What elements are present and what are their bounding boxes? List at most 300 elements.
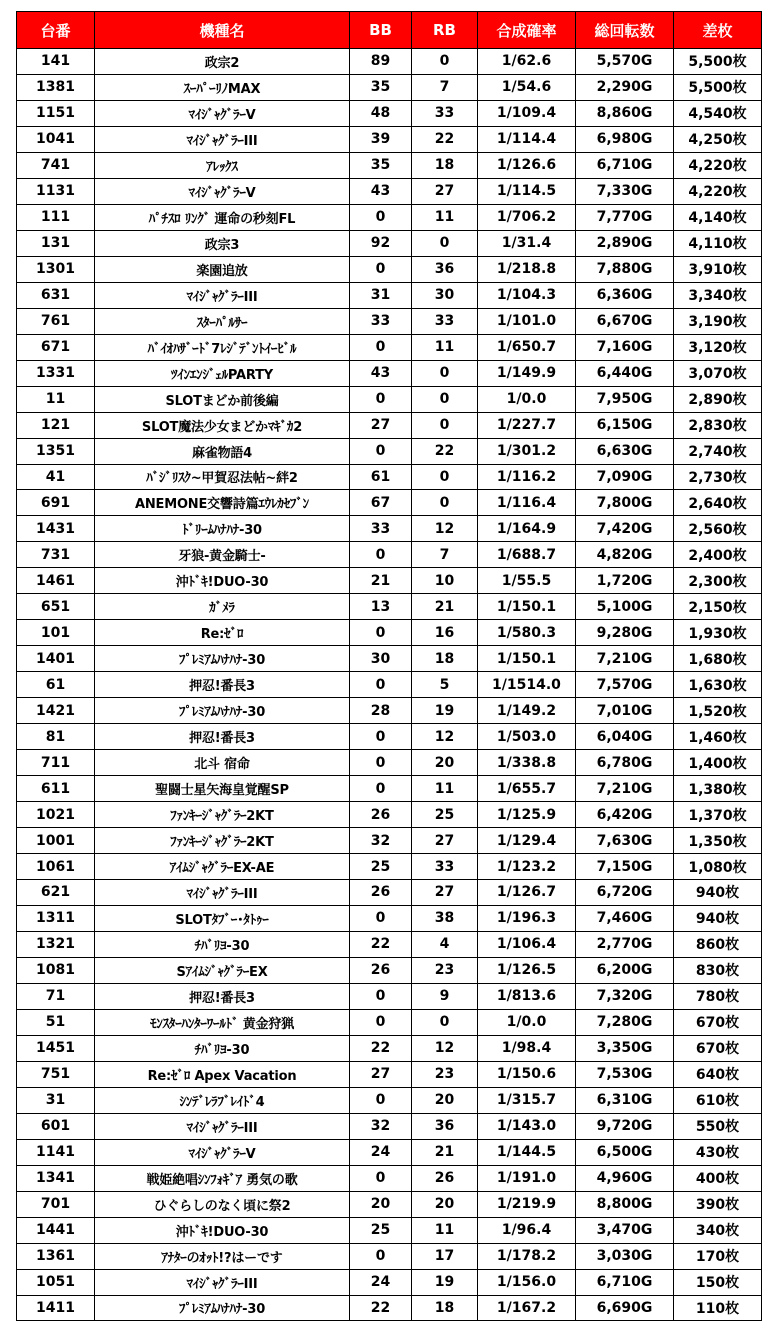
coin-difference-cell: 1,630枚	[674, 672, 762, 698]
probability-cell: 1/143.0	[478, 1113, 576, 1139]
bb-cell: 43	[350, 360, 412, 386]
machine-name-cell: ﾌｧﾝｷｰｼﾞｬｸﾞﾗｰ2KT	[95, 802, 350, 828]
coin-difference-cell: 4,250枚	[674, 126, 762, 152]
coin-difference-cell: 780枚	[674, 983, 762, 1009]
bb-cell: 22	[350, 931, 412, 957]
bb-cell: 33	[350, 516, 412, 542]
probability-cell: 1/104.3	[478, 282, 576, 308]
bb-cell: 0	[350, 1243, 412, 1269]
probability-cell: 1/688.7	[478, 542, 576, 568]
coin-difference-cell: 4,140枚	[674, 204, 762, 230]
rb-cell: 23	[412, 957, 478, 983]
table-row	[17, 360, 762, 386]
bb-cell: 43	[350, 178, 412, 204]
bb-cell: 48	[350, 100, 412, 126]
coin-difference-cell: 1,350枚	[674, 828, 762, 854]
total-spins-cell: 5,570G	[576, 49, 674, 75]
machine-name-cell: 政宗3	[95, 230, 350, 256]
machine-number-cell: 1431	[17, 516, 95, 542]
coin-difference-cell: 670枚	[674, 1035, 762, 1061]
table-row	[17, 204, 762, 230]
total-spins-cell: 7,530G	[576, 1061, 674, 1087]
col-header-rb: RB	[412, 12, 478, 49]
probability-cell: 1/1514.0	[478, 672, 576, 698]
machine-name-cell: ﾂｲﾝｴﾝｼﾞｪﾙPARTY	[95, 360, 350, 386]
probability-cell: 1/129.4	[478, 828, 576, 854]
total-spins-cell: 6,720G	[576, 880, 674, 906]
total-spins-cell: 7,330G	[576, 178, 674, 204]
machine-number-cell: 121	[17, 412, 95, 438]
rb-cell: 33	[412, 100, 478, 126]
rb-cell: 0	[412, 49, 478, 75]
machine-number-cell: 51	[17, 1009, 95, 1035]
rb-cell: 33	[412, 854, 478, 880]
table-row	[17, 1217, 762, 1243]
bb-cell: 26	[350, 880, 412, 906]
coin-difference-cell: 2,730枚	[674, 464, 762, 490]
coin-difference-cell: 2,300枚	[674, 568, 762, 594]
probability-cell: 1/655.7	[478, 776, 576, 802]
machine-name-cell: ﾊﾟﾁｽﾛ ﾘﾝｸﾞ 運命の秒刻FL	[95, 204, 350, 230]
coin-difference-cell: 1,930枚	[674, 620, 762, 646]
table-row	[17, 490, 762, 516]
total-spins-cell: 8,860G	[576, 100, 674, 126]
rb-cell: 12	[412, 724, 478, 750]
rb-cell: 18	[412, 1295, 478, 1321]
total-spins-cell: 1,720G	[576, 568, 674, 594]
coin-difference-cell: 5,500枚	[674, 74, 762, 100]
total-spins-cell: 7,770G	[576, 204, 674, 230]
coin-difference-cell: 1,520枚	[674, 698, 762, 724]
bb-cell: 0	[350, 776, 412, 802]
table-row	[17, 1243, 762, 1269]
probability-cell: 1/98.4	[478, 1035, 576, 1061]
rb-cell: 5	[412, 672, 478, 698]
probability-cell: 1/123.2	[478, 854, 576, 880]
coin-difference-cell: 390枚	[674, 1191, 762, 1217]
machine-name-cell: SLOTまどか前後編	[95, 386, 350, 412]
probability-cell: 1/156.0	[478, 1269, 576, 1295]
probability-cell: 1/218.8	[478, 256, 576, 282]
bb-cell: 30	[350, 646, 412, 672]
total-spins-cell: 6,200G	[576, 957, 674, 983]
bb-cell: 26	[350, 802, 412, 828]
coin-difference-cell: 610枚	[674, 1087, 762, 1113]
coin-difference-cell: 2,740枚	[674, 438, 762, 464]
bb-cell: 0	[350, 750, 412, 776]
bb-cell: 24	[350, 1139, 412, 1165]
rb-cell: 26	[412, 1165, 478, 1191]
rb-cell: 0	[412, 386, 478, 412]
table-row	[17, 1139, 762, 1165]
coin-difference-cell: 2,890枚	[674, 386, 762, 412]
total-spins-cell: 7,160G	[576, 334, 674, 360]
total-spins-cell: 6,310G	[576, 1087, 674, 1113]
machine-number-cell: 141	[17, 49, 95, 75]
bb-cell: 61	[350, 464, 412, 490]
machine-number-cell: 41	[17, 464, 95, 490]
bb-cell: 0	[350, 672, 412, 698]
machine-name-cell: Re:ｾﾞﾛ	[95, 620, 350, 646]
rb-cell: 11	[412, 334, 478, 360]
probability-cell: 1/150.1	[478, 594, 576, 620]
probability-cell: 1/650.7	[478, 334, 576, 360]
total-spins-cell: 6,150G	[576, 412, 674, 438]
rb-cell: 4	[412, 931, 478, 957]
total-spins-cell: 2,290G	[576, 74, 674, 100]
table-row	[17, 620, 762, 646]
coin-difference-cell: 2,640枚	[674, 490, 762, 516]
machine-number-cell: 671	[17, 334, 95, 360]
total-spins-cell: 9,720G	[576, 1113, 674, 1139]
rb-cell: 19	[412, 1269, 478, 1295]
coin-difference-cell: 1,400枚	[674, 750, 762, 776]
total-spins-cell: 6,500G	[576, 1139, 674, 1165]
coin-difference-cell: 3,910枚	[674, 256, 762, 282]
machine-number-cell: 1331	[17, 360, 95, 386]
coin-difference-cell: 550枚	[674, 1113, 762, 1139]
probability-cell: 1/315.7	[478, 1087, 576, 1113]
total-spins-cell: 6,980G	[576, 126, 674, 152]
total-spins-cell: 6,780G	[576, 750, 674, 776]
table-row	[17, 386, 762, 412]
probability-cell: 1/109.4	[478, 100, 576, 126]
total-spins-cell: 6,710G	[576, 152, 674, 178]
machine-name-cell: ｱﾅﾀｰのｵｯﾄ!?はーです	[95, 1243, 350, 1269]
table-body	[17, 49, 762, 1321]
machine-number-cell: 711	[17, 750, 95, 776]
machine-number-cell: 1411	[17, 1295, 95, 1321]
probability-cell: 1/580.3	[478, 620, 576, 646]
machine-name-cell: ﾌﾟﾚﾐｱﾑﾊﾅﾊﾅ-30	[95, 698, 350, 724]
probability-cell: 1/706.2	[478, 204, 576, 230]
machine-number-cell: 1001	[17, 828, 95, 854]
table-row	[17, 957, 762, 983]
coin-difference-cell: 4,110枚	[674, 230, 762, 256]
probability-cell: 1/150.6	[478, 1061, 576, 1087]
machine-number-cell: 1351	[17, 438, 95, 464]
rb-cell: 27	[412, 828, 478, 854]
machine-name-cell: 沖ﾄﾞｷ!DUO-30	[95, 568, 350, 594]
table-row	[17, 724, 762, 750]
col-header-coin-difference: 差枚	[674, 12, 762, 49]
table-row	[17, 854, 762, 880]
rb-cell: 25	[412, 802, 478, 828]
machine-name-cell: SLOT魔法少女まどかﾏｷﾞｶ2	[95, 412, 350, 438]
table-row	[17, 152, 762, 178]
total-spins-cell: 2,890G	[576, 230, 674, 256]
total-spins-cell: 7,570G	[576, 672, 674, 698]
total-spins-cell: 8,800G	[576, 1191, 674, 1217]
col-header-bb: BB	[350, 12, 412, 49]
machine-number-cell: 751	[17, 1061, 95, 1087]
table-row	[17, 412, 762, 438]
total-spins-cell: 3,350G	[576, 1035, 674, 1061]
probability-cell: 1/116.4	[478, 490, 576, 516]
rb-cell: 9	[412, 983, 478, 1009]
machine-number-cell: 1081	[17, 957, 95, 983]
probability-cell: 1/227.7	[478, 412, 576, 438]
coin-difference-cell: 4,220枚	[674, 178, 762, 204]
table-row	[17, 672, 762, 698]
machine-name-cell: ｱｲﾑｼﾞｬｸﾞﾗｰEX-AE	[95, 854, 350, 880]
probability-cell: 1/125.9	[478, 802, 576, 828]
total-spins-cell: 7,320G	[576, 983, 674, 1009]
table-row	[17, 750, 762, 776]
bb-cell: 25	[350, 854, 412, 880]
rb-cell: 0	[412, 230, 478, 256]
table-row	[17, 802, 762, 828]
machine-number-cell: 1401	[17, 646, 95, 672]
machine-number-cell: 1041	[17, 126, 95, 152]
coin-difference-cell: 110枚	[674, 1295, 762, 1321]
bb-cell: 20	[350, 1191, 412, 1217]
probability-cell: 1/149.9	[478, 360, 576, 386]
bb-cell: 0	[350, 1165, 412, 1191]
total-spins-cell: 7,950G	[576, 386, 674, 412]
probability-cell: 1/301.2	[478, 438, 576, 464]
table-row	[17, 256, 762, 282]
bb-cell: 0	[350, 204, 412, 230]
machine-name-cell: 牙狼-黄金騎士-	[95, 542, 350, 568]
col-header-machine-number: 台番	[17, 12, 95, 49]
coin-difference-cell: 3,120枚	[674, 334, 762, 360]
table-row	[17, 230, 762, 256]
table-row	[17, 698, 762, 724]
total-spins-cell: 3,470G	[576, 1217, 674, 1243]
rb-cell: 7	[412, 74, 478, 100]
rb-cell: 0	[412, 360, 478, 386]
coin-difference-cell: 400枚	[674, 1165, 762, 1191]
machine-name-cell: ひぐらしのなく頃に祭2	[95, 1191, 350, 1217]
total-spins-cell: 7,210G	[576, 776, 674, 802]
probability-cell: 1/196.3	[478, 905, 576, 931]
probability-cell: 1/55.5	[478, 568, 576, 594]
machine-number-cell: 61	[17, 672, 95, 698]
probability-cell: 1/114.5	[478, 178, 576, 204]
header-row	[17, 12, 762, 49]
table-row	[17, 334, 762, 360]
rb-cell: 18	[412, 646, 478, 672]
coin-difference-cell: 940枚	[674, 880, 762, 906]
table-row	[17, 880, 762, 906]
rb-cell: 10	[412, 568, 478, 594]
total-spins-cell: 6,360G	[576, 282, 674, 308]
machine-number-cell: 1341	[17, 1165, 95, 1191]
probability-cell: 1/101.0	[478, 308, 576, 334]
bb-cell: 27	[350, 1061, 412, 1087]
machine-number-cell: 1131	[17, 178, 95, 204]
rb-cell: 0	[412, 1009, 478, 1035]
rb-cell: 0	[412, 464, 478, 490]
machine-name-cell: 押忍!番長3	[95, 672, 350, 698]
total-spins-cell: 5,100G	[576, 594, 674, 620]
machine-number-cell: 1301	[17, 256, 95, 282]
table-row	[17, 1009, 762, 1035]
coin-difference-cell: 1,370枚	[674, 802, 762, 828]
machine-number-cell: 741	[17, 152, 95, 178]
bb-cell: 0	[350, 542, 412, 568]
table-row	[17, 1035, 762, 1061]
machine-number-cell: 81	[17, 724, 95, 750]
bb-cell: 26	[350, 957, 412, 983]
table-row	[17, 438, 762, 464]
bb-cell: 0	[350, 1087, 412, 1113]
bb-cell: 0	[350, 334, 412, 360]
probability-cell: 1/191.0	[478, 1165, 576, 1191]
machine-number-cell: 1051	[17, 1269, 95, 1295]
total-spins-cell: 7,210G	[576, 646, 674, 672]
table-row	[17, 282, 762, 308]
coin-difference-cell: 150枚	[674, 1269, 762, 1295]
rb-cell: 20	[412, 1191, 478, 1217]
total-spins-cell: 6,710G	[576, 1269, 674, 1295]
table-row	[17, 983, 762, 1009]
bb-cell: 35	[350, 152, 412, 178]
total-spins-cell: 6,690G	[576, 1295, 674, 1321]
machine-name-cell: ﾏｲｼﾞｬｸﾞﾗｰV	[95, 100, 350, 126]
machine-number-cell: 1141	[17, 1139, 95, 1165]
machine-number-cell: 1441	[17, 1217, 95, 1243]
machine-name-cell: 政宗2	[95, 49, 350, 75]
total-spins-cell: 7,420G	[576, 516, 674, 542]
total-spins-cell: 7,010G	[576, 698, 674, 724]
machine-number-cell: 621	[17, 880, 95, 906]
rb-cell: 12	[412, 1035, 478, 1061]
rb-cell: 11	[412, 204, 478, 230]
bb-cell: 35	[350, 74, 412, 100]
total-spins-cell: 7,880G	[576, 256, 674, 282]
total-spins-cell: 7,630G	[576, 828, 674, 854]
bb-cell: 33	[350, 308, 412, 334]
rb-cell: 27	[412, 880, 478, 906]
machine-name-cell: SｱｲﾑｼﾞｬｸﾞﾗｰEX	[95, 957, 350, 983]
probability-cell: 1/116.2	[478, 464, 576, 490]
bb-cell: 67	[350, 490, 412, 516]
bb-cell: 21	[350, 568, 412, 594]
probability-cell: 1/144.5	[478, 1139, 576, 1165]
coin-difference-cell: 940枚	[674, 905, 762, 931]
machine-name-cell: 沖ﾄﾞｷ!DUO-30	[95, 1217, 350, 1243]
coin-difference-cell: 3,070枚	[674, 360, 762, 386]
table-row	[17, 542, 762, 568]
table-row	[17, 1165, 762, 1191]
probability-cell: 1/167.2	[478, 1295, 576, 1321]
bb-cell: 27	[350, 412, 412, 438]
machine-number-cell: 651	[17, 594, 95, 620]
table-row	[17, 646, 762, 672]
machine-name-cell: ｶﾞﾒﾗ	[95, 594, 350, 620]
machine-name-cell: 押忍!番長3	[95, 983, 350, 1009]
machine-name-cell: 楽園追放	[95, 256, 350, 282]
bb-cell: 89	[350, 49, 412, 75]
machine-name-cell: ﾌｧﾝｷｰｼﾞｬｸﾞﾗｰ2KT	[95, 828, 350, 854]
machine-name-cell: ﾊﾞｼﾞﾘｽｸ~甲賀忍法帖~絆2	[95, 464, 350, 490]
table-row	[17, 828, 762, 854]
probability-cell: 1/178.2	[478, 1243, 576, 1269]
machine-name-cell: ｽｰﾊﾟｰﾘﾉMAX	[95, 74, 350, 100]
rb-cell: 33	[412, 308, 478, 334]
machine-number-cell: 101	[17, 620, 95, 646]
table-row	[17, 1061, 762, 1087]
table-row	[17, 74, 762, 100]
probability-cell: 1/813.6	[478, 983, 576, 1009]
machine-number-cell: 71	[17, 983, 95, 1009]
bb-cell: 0	[350, 905, 412, 931]
coin-difference-cell: 670枚	[674, 1009, 762, 1035]
probability-cell: 1/219.9	[478, 1191, 576, 1217]
total-spins-cell: 9,280G	[576, 620, 674, 646]
machine-number-cell: 1461	[17, 568, 95, 594]
machine-name-cell: ﾌﾟﾚﾐｱﾑﾊﾅﾊﾅ-30	[95, 1295, 350, 1321]
machine-name-cell: ﾏｲｼﾞｬｸﾞﾗｰV	[95, 1139, 350, 1165]
table-row	[17, 1269, 762, 1295]
rb-cell: 23	[412, 1061, 478, 1087]
coin-difference-cell: 1,080枚	[674, 854, 762, 880]
probability-cell: 1/0.0	[478, 386, 576, 412]
probability-cell: 1/150.1	[478, 646, 576, 672]
machine-name-cell: 北斗 宿命	[95, 750, 350, 776]
coin-difference-cell: 3,190枚	[674, 308, 762, 334]
machine-number-cell: 31	[17, 1087, 95, 1113]
rb-cell: 21	[412, 1139, 478, 1165]
machine-number-cell: 1421	[17, 698, 95, 724]
machine-number-cell: 1361	[17, 1243, 95, 1269]
col-header-combined-probability: 合成確率	[478, 12, 576, 49]
col-header-machine-name: 機種名	[95, 12, 350, 49]
machine-name-cell: ﾏｲｼﾞｬｸﾞﾗｰIII	[95, 282, 350, 308]
probability-cell: 1/114.4	[478, 126, 576, 152]
machine-name-cell: 押忍!番長3	[95, 724, 350, 750]
machine-name-cell: ﾁﾊﾞﾘﾖ-30	[95, 1035, 350, 1061]
bb-cell: 0	[350, 983, 412, 1009]
table-row	[17, 100, 762, 126]
total-spins-cell: 2,770G	[576, 931, 674, 957]
probability-cell: 1/149.2	[478, 698, 576, 724]
probability-cell: 1/126.5	[478, 957, 576, 983]
rb-cell: 21	[412, 594, 478, 620]
coin-difference-cell: 640枚	[674, 1061, 762, 1087]
machine-number-cell: 691	[17, 490, 95, 516]
probability-cell: 1/54.6	[478, 74, 576, 100]
probability-cell: 1/503.0	[478, 724, 576, 750]
machine-number-cell: 701	[17, 1191, 95, 1217]
table-row	[17, 594, 762, 620]
table-row	[17, 776, 762, 802]
coin-difference-cell: 4,220枚	[674, 152, 762, 178]
coin-difference-cell: 430枚	[674, 1139, 762, 1165]
coin-difference-cell: 4,540枚	[674, 100, 762, 126]
bb-cell: 39	[350, 126, 412, 152]
probability-cell: 1/0.0	[478, 1009, 576, 1035]
col-header-total-spins: 総回転数	[576, 12, 674, 49]
coin-difference-cell: 1,680枚	[674, 646, 762, 672]
table-header	[17, 12, 762, 49]
total-spins-cell: 7,150G	[576, 854, 674, 880]
rb-cell: 0	[412, 412, 478, 438]
machine-name-cell: ﾏｲｼﾞｬｸﾞﾗｰIII	[95, 126, 350, 152]
coin-difference-cell: 2,400枚	[674, 542, 762, 568]
probability-cell: 1/126.6	[478, 152, 576, 178]
total-spins-cell: 6,040G	[576, 724, 674, 750]
probability-cell: 1/31.4	[478, 230, 576, 256]
coin-difference-cell: 2,560枚	[674, 516, 762, 542]
bb-cell: 22	[350, 1035, 412, 1061]
rb-cell: 12	[412, 516, 478, 542]
total-spins-cell: 7,800G	[576, 490, 674, 516]
total-spins-cell: 4,820G	[576, 542, 674, 568]
machine-name-cell: ﾏｲｼﾞｬｸﾞﾗｰIII	[95, 1269, 350, 1295]
